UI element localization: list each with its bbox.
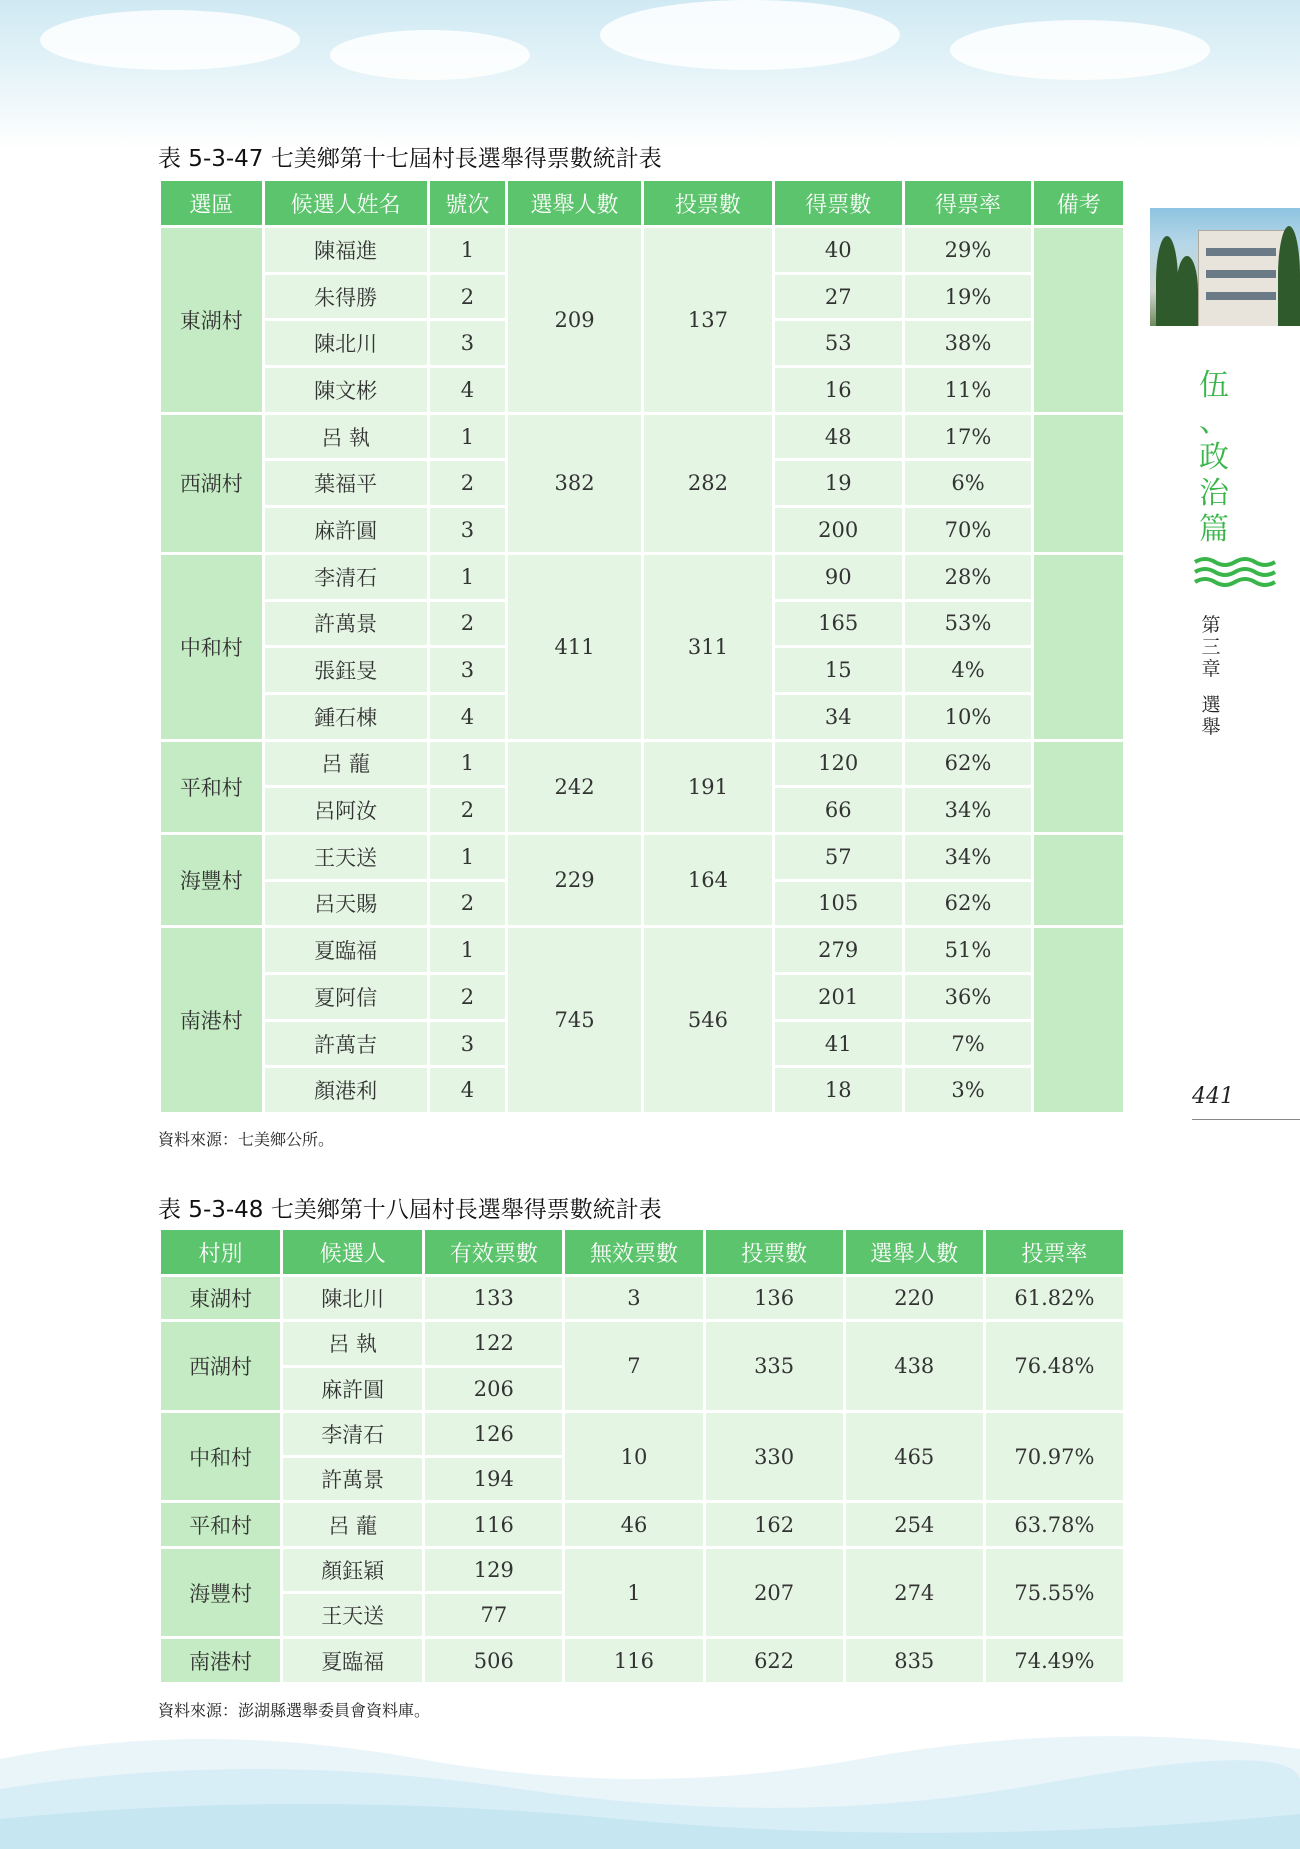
ballots-cell: 311	[644, 555, 772, 739]
votes-cell: 200	[775, 508, 902, 552]
town-hall-photo	[1150, 208, 1300, 326]
remark-cell	[1034, 835, 1123, 925]
table1-header-cell: 選舉人數	[508, 181, 641, 225]
vote-rate-cell: 38%	[905, 321, 1032, 365]
candidate-number-cell: 1	[430, 415, 505, 459]
vote-rate-cell: 4%	[905, 648, 1032, 692]
cloud	[330, 30, 530, 80]
village-cell: 中和村	[161, 1413, 280, 1501]
table-row	[161, 1322, 1123, 1364]
candidate-number-cell: 1	[430, 228, 505, 272]
vote-rate-cell: 29%	[905, 228, 1032, 272]
candidate-number-cell: 1	[430, 742, 505, 786]
remark-cell	[1034, 415, 1123, 552]
candidate-name-cell: 許萬吉	[265, 1022, 427, 1066]
invalid-votes-cell: 3	[565, 1277, 702, 1319]
table1-header-cell: 得票率	[905, 181, 1032, 225]
turnout-cell: 70.97%	[986, 1413, 1123, 1501]
votes-cell: 120	[775, 742, 902, 786]
valid-votes-cell: 129	[425, 1549, 562, 1591]
cloud	[950, 20, 1210, 80]
candidate-name-cell: 張鈺旻	[265, 648, 427, 692]
vote-rate-cell: 7%	[905, 1022, 1032, 1066]
tree	[1156, 236, 1178, 326]
candidate-name-cell: 李清石	[265, 555, 427, 599]
valid-votes-cell: 77	[425, 1594, 562, 1636]
votes-cell: 34	[775, 695, 902, 739]
table-row	[161, 882, 1123, 926]
candidate-name-cell: 許萬景	[265, 602, 427, 646]
vote-rate-cell: 10%	[905, 695, 1032, 739]
wave-icon	[1193, 556, 1277, 590]
votes-cell: 105	[775, 882, 902, 926]
village-cell: 海豐村	[161, 835, 262, 925]
village-cell: 海豐村	[161, 1549, 280, 1637]
votes-cell: 53	[775, 321, 902, 365]
ballots-cell: 330	[706, 1413, 843, 1501]
remark-cell	[1034, 228, 1123, 412]
ballots-cell: 164	[644, 835, 772, 925]
candidate-name-cell: 呂 執	[283, 1322, 422, 1364]
candidate-name-cell: 陳北川	[265, 321, 427, 365]
ballots-cell: 137	[644, 228, 772, 412]
candidate-number-cell: 4	[430, 1068, 505, 1112]
votes-cell: 66	[775, 788, 902, 832]
table-row	[161, 1503, 1123, 1545]
table1-header-row	[161, 181, 1123, 225]
section-title-char: 篇	[1199, 512, 1229, 547]
table-row	[161, 321, 1123, 365]
window-row	[1206, 248, 1276, 256]
village-cell: 平和村	[161, 742, 262, 832]
section-title-char: 治	[1199, 476, 1229, 511]
building-shape	[1198, 230, 1286, 326]
votes-cell: 40	[775, 228, 902, 272]
sky-banner	[0, 0, 1300, 150]
candidate-name-cell: 王天送	[265, 835, 427, 879]
candidate-name-cell: 夏臨福	[283, 1639, 422, 1681]
candidate-name-cell: 呂 蘢	[265, 742, 427, 786]
window-row	[1206, 292, 1276, 300]
tree	[1176, 256, 1198, 326]
window-row	[1206, 270, 1276, 278]
ballots-cell: 335	[706, 1322, 843, 1410]
candidate-name-cell: 呂 執	[265, 415, 427, 459]
table2-header-cell: 有效票數	[425, 1230, 562, 1274]
candidate-name-cell: 陳福進	[265, 228, 427, 272]
remark-cell	[1034, 555, 1123, 739]
table-row	[161, 368, 1123, 412]
votes-cell: 279	[775, 928, 902, 972]
table1-header-cell: 得票數	[775, 181, 902, 225]
votes-cell: 18	[775, 1068, 902, 1112]
table1	[158, 178, 1126, 1115]
candidate-name-cell: 呂 蘢	[283, 1503, 422, 1545]
remark-cell	[1034, 928, 1123, 1112]
table-row	[161, 695, 1123, 739]
candidate-number-cell: 2	[430, 275, 505, 319]
vote-rate-cell: 36%	[905, 975, 1032, 1019]
candidate-name-cell: 呂天賜	[265, 882, 427, 926]
table-row	[161, 555, 1123, 599]
votes-cell: 165	[775, 602, 902, 646]
table2-header-cell: 投票數	[706, 1230, 843, 1274]
candidate-number-cell: 2	[430, 461, 505, 505]
ballots-cell: 162	[706, 1503, 843, 1545]
table2-title: 表 5-3-48 七美鄉第十八屆村長選舉得票數統計表	[158, 1197, 662, 1223]
candidate-number-cell: 2	[430, 788, 505, 832]
village-cell: 平和村	[161, 1503, 280, 1545]
table1-header-cell: 選區	[161, 181, 262, 225]
votes-cell: 90	[775, 555, 902, 599]
table-row	[161, 742, 1123, 786]
candidate-number-cell: 2	[430, 882, 505, 926]
table-row	[161, 415, 1123, 459]
chapter-char: 三	[1201, 636, 1221, 658]
wave-decoration	[0, 1719, 1300, 1849]
candidate-number-cell: 4	[430, 368, 505, 412]
table-row	[161, 1277, 1123, 1319]
candidate-number-cell: 1	[430, 928, 505, 972]
table-row	[161, 788, 1123, 832]
table-row	[161, 1022, 1123, 1066]
vote-rate-cell: 6%	[905, 461, 1032, 505]
table2-header-cell: 投票率	[986, 1230, 1123, 1274]
table2	[158, 1227, 1126, 1685]
table-row	[161, 461, 1123, 505]
section-title-char: 、	[1199, 404, 1229, 439]
table-row	[161, 928, 1123, 972]
turnout-cell: 63.78%	[986, 1503, 1123, 1545]
candidate-name-cell: 許萬景	[283, 1458, 422, 1500]
village-cell: 東湖村	[161, 228, 262, 412]
chapter-char: 舉	[1201, 716, 1221, 738]
village-cell: 南港村	[161, 928, 262, 1112]
ballots-cell: 207	[706, 1549, 843, 1637]
candidate-name-cell: 夏阿信	[265, 975, 427, 1019]
section-title-vertical	[1198, 368, 1230, 548]
remark-cell	[1034, 742, 1123, 832]
candidate-number-cell: 4	[430, 695, 505, 739]
electors-cell: 411	[508, 555, 641, 739]
section-title-char: 政	[1199, 440, 1229, 475]
ballots-cell: 136	[706, 1277, 843, 1319]
vote-rate-cell: 51%	[905, 928, 1032, 972]
candidate-number-cell: 2	[430, 602, 505, 646]
valid-votes-cell: 126	[425, 1413, 562, 1455]
turnout-cell: 61.82%	[986, 1277, 1123, 1319]
candidate-number-cell: 3	[430, 648, 505, 692]
votes-cell: 48	[775, 415, 902, 459]
candidate-name-cell: 王天送	[283, 1594, 422, 1636]
candidate-number-cell: 3	[430, 508, 505, 552]
vote-rate-cell: 17%	[905, 415, 1032, 459]
table-row	[161, 1549, 1123, 1591]
candidate-number-cell: 1	[430, 835, 505, 879]
table1-source: 資料來源：七美鄉公所。	[158, 1130, 335, 1149]
ballots-cell: 546	[644, 928, 772, 1112]
valid-votes-cell: 194	[425, 1458, 562, 1500]
ballots-cell: 191	[644, 742, 772, 832]
table2-header-cell: 村別	[161, 1230, 280, 1274]
table-row	[161, 835, 1123, 879]
vote-rate-cell: 34%	[905, 788, 1032, 832]
candidate-name-cell: 鍾石棟	[265, 695, 427, 739]
table1-header-cell: 候選人姓名	[265, 181, 427, 225]
candidate-name-cell: 顏港利	[265, 1068, 427, 1112]
cloud	[40, 10, 300, 70]
valid-votes-cell: 506	[425, 1639, 562, 1681]
candidate-name-cell: 陳北川	[283, 1277, 422, 1319]
votes-cell: 201	[775, 975, 902, 1019]
valid-votes-cell: 133	[425, 1277, 562, 1319]
table2-body	[161, 1277, 1123, 1682]
invalid-votes-cell: 1	[565, 1549, 702, 1637]
candidate-name-cell: 麻許圓	[283, 1368, 422, 1410]
electors-cell: 209	[508, 228, 641, 412]
electors-cell: 835	[846, 1639, 983, 1681]
table-row	[161, 1413, 1123, 1455]
valid-votes-cell: 206	[425, 1368, 562, 1410]
ballots-cell: 282	[644, 415, 772, 552]
vote-rate-cell: 3%	[905, 1068, 1032, 1112]
table2-header-cell: 候選人	[283, 1230, 422, 1274]
candidate-name-cell: 呂阿汝	[265, 788, 427, 832]
electors-cell: 438	[846, 1322, 983, 1410]
electors-cell: 229	[508, 835, 641, 925]
candidate-name-cell: 朱得勝	[265, 275, 427, 319]
table1-header-cell: 備考	[1034, 181, 1123, 225]
table2-header-cell: 選舉人數	[846, 1230, 983, 1274]
candidate-name-cell: 葉福平	[265, 461, 427, 505]
vote-rate-cell: 19%	[905, 275, 1032, 319]
vote-rate-cell: 34%	[905, 835, 1032, 879]
votes-cell: 57	[775, 835, 902, 879]
vote-rate-cell: 70%	[905, 508, 1032, 552]
table-row	[161, 602, 1123, 646]
turnout-cell: 76.48%	[986, 1322, 1123, 1410]
valid-votes-cell: 116	[425, 1503, 562, 1545]
candidate-number-cell: 1	[430, 555, 505, 599]
electors-cell: 242	[508, 742, 641, 832]
turnout-cell: 75.55%	[986, 1549, 1123, 1637]
candidate-name-cell: 顏鈺穎	[283, 1549, 422, 1591]
section-title-char: 伍	[1199, 368, 1229, 403]
village-cell: 中和村	[161, 555, 262, 739]
electors-cell: 254	[846, 1503, 983, 1545]
table2-header-cell: 無效票數	[565, 1230, 702, 1274]
votes-cell: 15	[775, 648, 902, 692]
candidate-number-cell: 2	[430, 975, 505, 1019]
vote-rate-cell: 28%	[905, 555, 1032, 599]
chapter-char: 第	[1201, 614, 1221, 636]
page-number: 441	[1192, 1084, 1234, 1109]
electors-cell: 274	[846, 1549, 983, 1637]
table1-header-cell: 投票數	[644, 181, 772, 225]
electors-cell: 745	[508, 928, 641, 1112]
candidate-name-cell: 麻許圓	[265, 508, 427, 552]
turnout-cell: 74.49%	[986, 1639, 1123, 1681]
page-number-rule	[1192, 1119, 1300, 1120]
vote-rate-cell: 53%	[905, 602, 1032, 646]
table2-header-row	[161, 1230, 1123, 1274]
electors-cell: 220	[846, 1277, 983, 1319]
village-cell: 東湖村	[161, 1277, 280, 1319]
table-row	[161, 975, 1123, 1019]
candidate-name-cell: 李清石	[283, 1413, 422, 1455]
valid-votes-cell: 122	[425, 1322, 562, 1364]
invalid-votes-cell: 116	[565, 1639, 702, 1681]
chapter-char	[1200, 680, 1222, 694]
vote-rate-cell: 62%	[905, 742, 1032, 786]
invalid-votes-cell: 10	[565, 1413, 702, 1501]
village-cell: 南港村	[161, 1639, 280, 1681]
votes-cell: 19	[775, 461, 902, 505]
chapter-char: 選	[1201, 694, 1221, 716]
table-row	[161, 648, 1123, 692]
candidate-number-cell: 3	[430, 1022, 505, 1066]
table1-title: 表 5-3-47 七美鄉第十七屆村長選舉得票數統計表	[158, 146, 662, 172]
cloud	[600, 0, 900, 70]
invalid-votes-cell: 7	[565, 1322, 702, 1410]
votes-cell: 41	[775, 1022, 902, 1066]
electors-cell: 465	[846, 1413, 983, 1501]
village-cell: 西湖村	[161, 415, 262, 552]
table-row	[161, 1639, 1123, 1681]
vote-rate-cell: 11%	[905, 368, 1032, 412]
candidate-name-cell: 陳文彬	[265, 368, 427, 412]
votes-cell: 27	[775, 275, 902, 319]
ballots-cell: 622	[706, 1639, 843, 1681]
village-cell: 西湖村	[161, 1322, 280, 1410]
table-row	[161, 1068, 1123, 1112]
chapter-char: 章	[1201, 658, 1221, 680]
electors-cell: 382	[508, 415, 641, 552]
table1-header-cell: 號次	[430, 181, 505, 225]
table1-body	[161, 228, 1123, 1112]
votes-cell: 16	[775, 368, 902, 412]
chapter-label-vertical	[1200, 614, 1222, 738]
table-row	[161, 275, 1123, 319]
candidate-number-cell: 3	[430, 321, 505, 365]
table-row	[161, 508, 1123, 552]
invalid-votes-cell: 46	[565, 1503, 702, 1545]
candidate-name-cell: 夏臨福	[265, 928, 427, 972]
tree	[1278, 226, 1300, 326]
table2-source: 資料來源：澎湖縣選舉委員會資料庫。	[158, 1701, 431, 1720]
vote-rate-cell: 62%	[905, 882, 1032, 926]
table-row	[161, 228, 1123, 272]
